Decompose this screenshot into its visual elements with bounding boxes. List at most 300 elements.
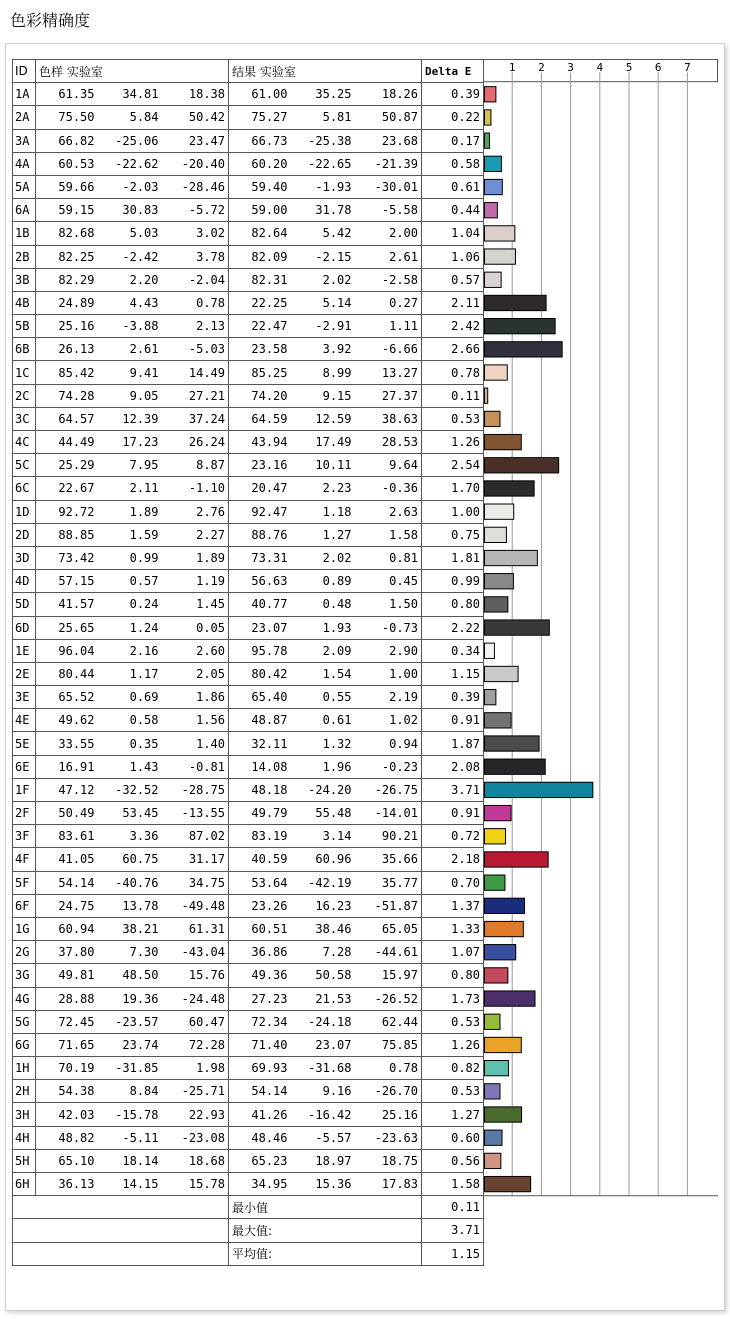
delta-e-cell: 1.27: [422, 1103, 484, 1126]
sample-a-cell: -2.42: [98, 245, 162, 268]
result-l-cell: 22.47: [229, 315, 291, 338]
table-row: [13, 1173, 484, 1196]
result-b-cell: 62.44: [355, 1010, 422, 1033]
result-b-cell: -51.87: [355, 894, 422, 917]
result-l-cell: 48.18: [229, 778, 291, 801]
sample-a-cell: 2.16: [98, 639, 162, 662]
patch-id-cell: 1D: [13, 500, 36, 523]
delta-e-cell: 0.80: [422, 593, 484, 616]
result-a-cell: 5.14: [291, 291, 355, 314]
sample-a-cell: 1.89: [98, 500, 162, 523]
result-a-cell: 5.42: [291, 222, 355, 245]
sample-b-cell: 1.98: [162, 1057, 229, 1080]
result-l-cell: 53.64: [229, 871, 291, 894]
delta-e-cell: 0.82: [422, 1057, 484, 1080]
delta-e-cell: 3.71: [422, 778, 484, 801]
sample-b-cell: -23.08: [162, 1126, 229, 1149]
table-row: [13, 987, 484, 1010]
result-l-cell: 74.20: [229, 384, 291, 407]
result-b-cell: 0.78: [355, 1057, 422, 1080]
summary-row: [13, 1219, 484, 1242]
table-row: [13, 291, 484, 314]
table-row: [13, 570, 484, 593]
patch-id-cell: 6C: [13, 477, 36, 500]
delta-e-bar: [485, 620, 550, 635]
patch-id-cell: 1C: [13, 361, 36, 384]
result-a-cell: 15.36: [291, 1173, 355, 1196]
patch-id-cell: 6F: [13, 894, 36, 917]
result-b-cell: 2.63: [355, 500, 422, 523]
sample-b-cell: 1.89: [162, 546, 229, 569]
patch-id-cell: 6D: [13, 616, 36, 639]
result-a-cell: -31.68: [291, 1057, 355, 1080]
x-tick-label: 3: [567, 61, 574, 74]
sample-b-cell: 18.38: [162, 83, 229, 106]
table-row: [13, 941, 484, 964]
patch-id-cell: 3G: [13, 964, 36, 987]
sample-b-cell: -0.81: [162, 755, 229, 778]
sample-l-cell: 25.16: [36, 315, 98, 338]
delta-e-cell: 0.44: [422, 199, 484, 222]
patch-id-cell: 4A: [13, 152, 36, 175]
sample-b-cell: 37.24: [162, 407, 229, 430]
sample-a-cell: 2.61: [98, 338, 162, 361]
sample-l-cell: 41.05: [36, 848, 98, 871]
delta-e-bar: [485, 759, 546, 774]
delta-e-bar: [485, 434, 522, 449]
result-b-cell: 17.83: [355, 1173, 422, 1196]
sample-l-cell: 83.61: [36, 825, 98, 848]
result-a-cell: -5.57: [291, 1126, 355, 1149]
delta-e-cell: 1.26: [422, 431, 484, 454]
result-l-cell: 82.31: [229, 268, 291, 291]
x-tick-label: 7: [684, 61, 691, 74]
patch-id-cell: 1F: [13, 778, 36, 801]
table-row: [13, 639, 484, 662]
result-a-cell: 1.32: [291, 732, 355, 755]
table-row: [13, 106, 484, 129]
patch-id-cell: 3F: [13, 825, 36, 848]
sample-l-cell: 80.44: [36, 662, 98, 685]
sample-a-cell: 60.75: [98, 848, 162, 871]
delta-e-bar: [485, 968, 508, 983]
result-b-cell: 2.90: [355, 639, 422, 662]
sample-l-cell: 24.89: [36, 291, 98, 314]
sample-l-cell: 92.72: [36, 500, 98, 523]
delta-e-cell: 0.75: [422, 523, 484, 546]
result-b-cell: -26.70: [355, 1080, 422, 1103]
x-tick-label: 6: [654, 61, 662, 74]
sample-a-cell: 0.58: [98, 709, 162, 732]
result-b-cell: 50.87: [355, 106, 422, 129]
sample-l-cell: 60.53: [36, 152, 98, 175]
result-l-cell: 92.47: [229, 500, 291, 523]
delta-e-cell: 1.15: [422, 662, 484, 685]
result-b-cell: 18.75: [355, 1149, 422, 1172]
delta-e-bar: [485, 805, 512, 820]
sample-l-cell: 66.82: [36, 129, 98, 152]
table-row: [13, 83, 484, 106]
sample-a-cell: 9.41: [98, 361, 162, 384]
result-b-cell: 13.27: [355, 361, 422, 384]
table-row: [13, 778, 484, 801]
patch-id-cell: 1B: [13, 222, 36, 245]
result-a-cell: 5.81: [291, 106, 355, 129]
table-row: [13, 917, 484, 940]
sample-l-cell: 44.49: [36, 431, 98, 454]
patch-id-cell: 3A: [13, 129, 36, 152]
result-l-cell: 14.08: [229, 755, 291, 778]
delta-e-bar: [485, 852, 549, 867]
result-l-cell: 23.16: [229, 454, 291, 477]
sample-b-cell: 2.05: [162, 662, 229, 685]
sample-l-cell: 61.35: [36, 83, 98, 106]
delta-e-cell: 0.70: [422, 871, 484, 894]
summary-label: 最小值: [229, 1196, 422, 1219]
sample-l-cell: 82.25: [36, 245, 98, 268]
sample-b-cell: 50.42: [162, 106, 229, 129]
result-a-cell: 2.02: [291, 268, 355, 291]
result-b-cell: 90.21: [355, 825, 422, 848]
result-a-cell: -2.15: [291, 245, 355, 268]
result-b-cell: 27.37: [355, 384, 422, 407]
sample-l-cell: 24.75: [36, 894, 98, 917]
delta-e-bar: [485, 365, 508, 380]
table-row: [13, 268, 484, 291]
header-result-lab: 结果 实验室: [229, 60, 422, 83]
sample-a-cell: -40.76: [98, 871, 162, 894]
result-l-cell: 71.40: [229, 1033, 291, 1056]
sample-b-cell: 22.93: [162, 1103, 229, 1126]
table-row: [13, 407, 484, 430]
result-b-cell: -6.66: [355, 338, 422, 361]
sample-a-cell: 0.35: [98, 732, 162, 755]
sample-b-cell: 1.19: [162, 570, 229, 593]
delta-e-cell: 0.53: [422, 1080, 484, 1103]
result-a-cell: 50.58: [291, 964, 355, 987]
result-a-cell: 12.59: [291, 407, 355, 430]
delta-e-cell: 2.54: [422, 454, 484, 477]
delta-e-bar: [485, 249, 516, 264]
delta-e-cell: 1.73: [422, 987, 484, 1010]
result-l-cell: 56.63: [229, 570, 291, 593]
sample-b-cell: -5.72: [162, 199, 229, 222]
sample-l-cell: 50.49: [36, 802, 98, 825]
sample-a-cell: -25.06: [98, 129, 162, 152]
delta-e-cell: 0.22: [422, 106, 484, 129]
delta-e-cell: 0.80: [422, 964, 484, 987]
sample-l-cell: 82.29: [36, 268, 98, 291]
table-row: [13, 338, 484, 361]
sample-l-cell: 49.81: [36, 964, 98, 987]
result-l-cell: 59.00: [229, 199, 291, 222]
sample-a-cell: 3.36: [98, 825, 162, 848]
patch-id-cell: 3D: [13, 546, 36, 569]
result-b-cell: 28.53: [355, 431, 422, 454]
sample-l-cell: 85.42: [36, 361, 98, 384]
result-a-cell: 1.96: [291, 755, 355, 778]
table-row: [13, 245, 484, 268]
delta-e-cell: 0.58: [422, 152, 484, 175]
table-row: [13, 1149, 484, 1172]
result-b-cell: -26.52: [355, 987, 422, 1010]
result-b-cell: 2.19: [355, 686, 422, 709]
result-l-cell: 20.47: [229, 477, 291, 500]
result-a-cell: 55.48: [291, 802, 355, 825]
table-row: [13, 755, 484, 778]
patch-id-cell: 4B: [13, 291, 36, 314]
result-b-cell: 2.00: [355, 222, 422, 245]
sample-a-cell: 0.69: [98, 686, 162, 709]
sample-b-cell: 26.24: [162, 431, 229, 454]
sample-a-cell: 9.05: [98, 384, 162, 407]
delta-e-bar: [485, 875, 505, 890]
result-a-cell: 8.99: [291, 361, 355, 384]
patch-id-cell: 4G: [13, 987, 36, 1010]
result-b-cell: 15.97: [355, 964, 422, 987]
sample-a-cell: 38.21: [98, 917, 162, 940]
patch-id-cell: 6B: [13, 338, 36, 361]
result-a-cell: 31.78: [291, 199, 355, 222]
sample-l-cell: 60.94: [36, 917, 98, 940]
result-a-cell: 0.89: [291, 570, 355, 593]
page-title: 色彩精确度: [10, 11, 91, 30]
delta-e-bar: [485, 550, 538, 565]
result-b-cell: -30.01: [355, 175, 422, 198]
x-tick-label: 5: [625, 61, 633, 74]
sample-a-cell: 48.50: [98, 964, 162, 987]
result-b-cell: 25.16: [355, 1103, 422, 1126]
delta-e-bar: [485, 179, 503, 194]
delta-e-bar: [485, 272, 502, 287]
sample-b-cell: 72.28: [162, 1033, 229, 1056]
result-l-cell: 59.40: [229, 175, 291, 198]
result-l-cell: 85.25: [229, 361, 291, 384]
result-l-cell: 54.14: [229, 1080, 291, 1103]
result-a-cell: 0.61: [291, 709, 355, 732]
sample-l-cell: 16.91: [36, 755, 98, 778]
result-l-cell: 61.00: [229, 83, 291, 106]
sample-b-cell: -24.48: [162, 987, 229, 1010]
delta-e-cell: 2.42: [422, 315, 484, 338]
table-header-row: [13, 60, 484, 83]
result-b-cell: 35.77: [355, 871, 422, 894]
sample-b-cell: -49.48: [162, 894, 229, 917]
sample-a-cell: -32.52: [98, 778, 162, 801]
delta-e-bar: [485, 1037, 522, 1052]
result-a-cell: 1.93: [291, 616, 355, 639]
result-l-cell: 23.26: [229, 894, 291, 917]
delta-e-cell: 0.11: [422, 384, 484, 407]
sample-b-cell: 0.78: [162, 291, 229, 314]
delta-e-bar: [485, 527, 507, 542]
sample-l-cell: 70.19: [36, 1057, 98, 1080]
summary-row: [13, 1242, 484, 1265]
delta-e-cell: 0.91: [422, 802, 484, 825]
result-b-cell: 9.64: [355, 454, 422, 477]
result-l-cell: 23.58: [229, 338, 291, 361]
result-l-cell: 40.77: [229, 593, 291, 616]
result-b-cell: -14.01: [355, 802, 422, 825]
table-row: [13, 1126, 484, 1149]
sample-a-cell: 30.83: [98, 199, 162, 222]
delta-e-cell: 0.53: [422, 1010, 484, 1033]
sample-a-cell: 4.43: [98, 291, 162, 314]
patch-id-cell: 1A: [13, 83, 36, 106]
delta-e-bar: [485, 1130, 503, 1145]
table-row: [13, 523, 484, 546]
sample-l-cell: 47.12: [36, 778, 98, 801]
sample-a-cell: 23.74: [98, 1033, 162, 1056]
delta-e-bar: [485, 829, 506, 844]
header-delta-e: Delta E: [422, 60, 484, 83]
summary-empty-cell: [13, 1219, 229, 1242]
delta-e-bar: [485, 87, 496, 102]
patch-id-cell: 1E: [13, 639, 36, 662]
result-b-cell: 0.81: [355, 546, 422, 569]
sample-a-cell: 0.57: [98, 570, 162, 593]
sample-b-cell: -13.55: [162, 802, 229, 825]
sample-b-cell: 3.02: [162, 222, 229, 245]
result-b-cell: 1.00: [355, 662, 422, 685]
delta-e-cell: 0.56: [422, 1149, 484, 1172]
table-row: [13, 1103, 484, 1126]
result-a-cell: -2.91: [291, 315, 355, 338]
patch-id-cell: 3H: [13, 1103, 36, 1126]
result-a-cell: 16.23: [291, 894, 355, 917]
result-a-cell: 0.48: [291, 593, 355, 616]
result-b-cell: -21.39: [355, 152, 422, 175]
result-a-cell: 1.54: [291, 662, 355, 685]
delta-e-bar: [485, 411, 500, 426]
sample-a-cell: 5.84: [98, 106, 162, 129]
result-b-cell: -0.23: [355, 755, 422, 778]
result-b-cell: 75.85: [355, 1033, 422, 1056]
sample-a-cell: 0.99: [98, 546, 162, 569]
delta-e-bar: [485, 481, 535, 496]
delta-e-cell: 1.81: [422, 546, 484, 569]
sample-l-cell: 96.04: [36, 639, 98, 662]
patch-id-cell: 6E: [13, 755, 36, 778]
result-a-cell: 1.18: [291, 500, 355, 523]
sample-l-cell: 42.03: [36, 1103, 98, 1126]
result-b-cell: 0.45: [355, 570, 422, 593]
table-row: [13, 500, 484, 523]
patch-id-cell: 4D: [13, 570, 36, 593]
result-a-cell: 9.16: [291, 1080, 355, 1103]
result-a-cell: 38.46: [291, 917, 355, 940]
result-b-cell: 0.27: [355, 291, 422, 314]
sample-l-cell: 75.50: [36, 106, 98, 129]
table-row: [13, 686, 484, 709]
sample-l-cell: 41.57: [36, 593, 98, 616]
sample-l-cell: 26.13: [36, 338, 98, 361]
patch-id-cell: 3C: [13, 407, 36, 430]
sample-b-cell: 34.75: [162, 871, 229, 894]
result-a-cell: 2.23: [291, 477, 355, 500]
sample-b-cell: 0.05: [162, 616, 229, 639]
sample-l-cell: 57.15: [36, 570, 98, 593]
sample-a-cell: 12.39: [98, 407, 162, 430]
sample-a-cell: -15.78: [98, 1103, 162, 1126]
sample-a-cell: 8.84: [98, 1080, 162, 1103]
result-b-cell: 1.50: [355, 593, 422, 616]
sample-b-cell: 1.40: [162, 732, 229, 755]
summary-value: 3.71: [422, 1219, 484, 1242]
sample-l-cell: 33.55: [36, 732, 98, 755]
result-l-cell: 66.73: [229, 129, 291, 152]
result-l-cell: 82.64: [229, 222, 291, 245]
sample-a-cell: 1.24: [98, 616, 162, 639]
table-row: [13, 825, 484, 848]
patch-id-cell: 2G: [13, 941, 36, 964]
result-l-cell: 36.86: [229, 941, 291, 964]
patch-id-cell: 2H: [13, 1080, 36, 1103]
delta-e-bar: [485, 666, 519, 681]
sample-a-cell: 14.15: [98, 1173, 162, 1196]
sample-l-cell: 72.45: [36, 1010, 98, 1033]
result-l-cell: 69.93: [229, 1057, 291, 1080]
delta-e-bar: [485, 898, 525, 913]
table-row: [13, 199, 484, 222]
sample-a-cell: 53.45: [98, 802, 162, 825]
delta-e-bar: [485, 1176, 531, 1191]
delta-e-bar: [485, 1014, 500, 1029]
result-a-cell: 0.55: [291, 686, 355, 709]
result-l-cell: 75.27: [229, 106, 291, 129]
sample-b-cell: -28.46: [162, 175, 229, 198]
sample-a-cell: -3.88: [98, 315, 162, 338]
table-row: [13, 1010, 484, 1033]
patch-id-cell: 2B: [13, 245, 36, 268]
result-l-cell: 80.42: [229, 662, 291, 685]
result-a-cell: -22.65: [291, 152, 355, 175]
delta-e-cell: 2.66: [422, 338, 484, 361]
delta-e-bar: [485, 504, 514, 519]
result-l-cell: 72.34: [229, 1010, 291, 1033]
delta-e-cell: 0.72: [422, 825, 484, 848]
result-l-cell: 41.26: [229, 1103, 291, 1126]
delta-e-bar: [485, 713, 512, 728]
delta-e-cell: 2.11: [422, 291, 484, 314]
delta-e-cell: 1.37: [422, 894, 484, 917]
patch-id-cell: 2D: [13, 523, 36, 546]
result-b-cell: -2.58: [355, 268, 422, 291]
delta-e-bar: [485, 945, 516, 960]
sample-b-cell: 27.21: [162, 384, 229, 407]
sample-l-cell: 88.85: [36, 523, 98, 546]
sample-a-cell: 2.11: [98, 477, 162, 500]
table-row: [13, 384, 484, 407]
result-a-cell: 17.49: [291, 431, 355, 454]
sample-b-cell: 15.76: [162, 964, 229, 987]
delta-e-cell: 1.58: [422, 1173, 484, 1196]
summary-label: 平均值:: [229, 1242, 422, 1265]
table-row: [13, 593, 484, 616]
summary-empty-cell: [13, 1242, 229, 1265]
table-row: [13, 1057, 484, 1080]
table-row: [13, 1080, 484, 1103]
sample-a-cell: 17.23: [98, 431, 162, 454]
sample-b-cell: 31.17: [162, 848, 229, 871]
result-l-cell: 73.31: [229, 546, 291, 569]
x-tick-label: 4: [596, 61, 604, 74]
table-row: [13, 477, 484, 500]
sample-l-cell: 54.14: [36, 871, 98, 894]
result-b-cell: -26.75: [355, 778, 422, 801]
result-a-cell: 7.28: [291, 941, 355, 964]
result-a-cell: -24.20: [291, 778, 355, 801]
